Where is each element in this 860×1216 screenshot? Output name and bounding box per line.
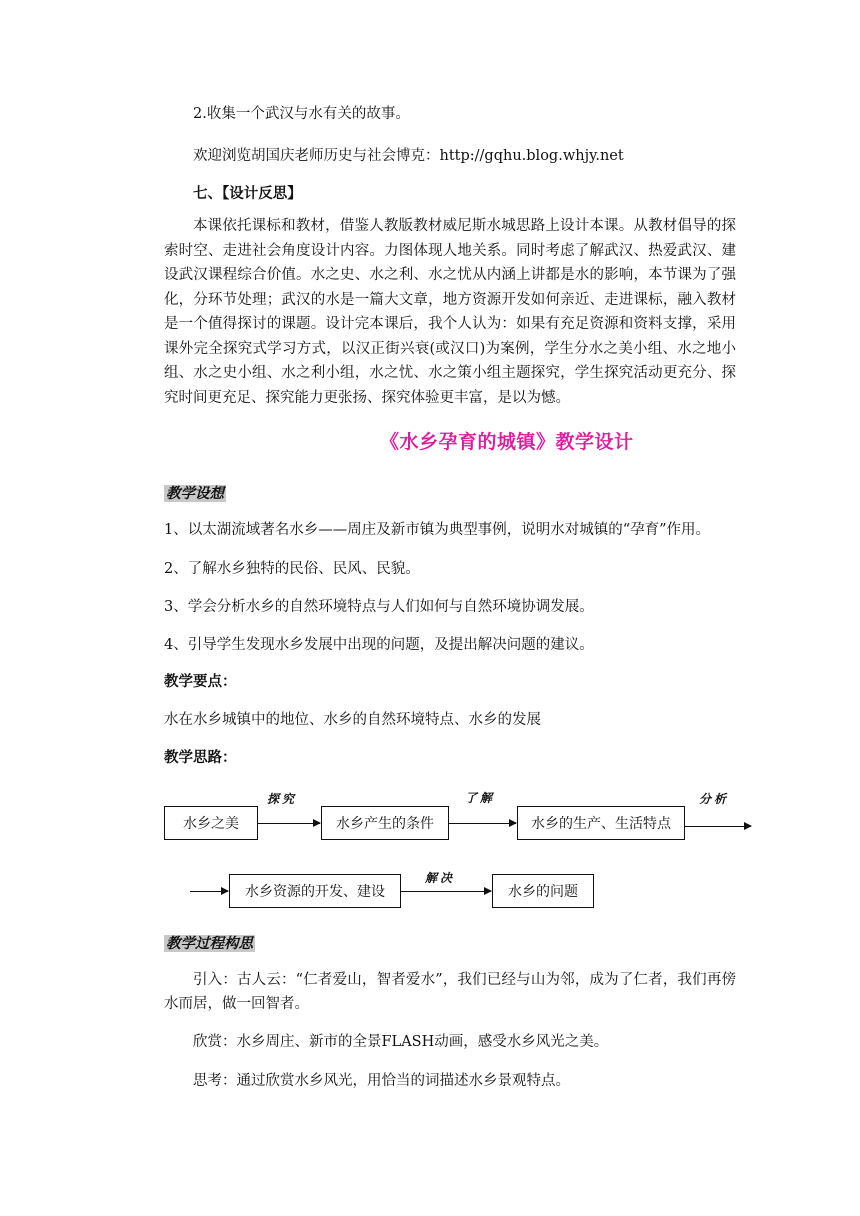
flow-arrow-1 (258, 823, 320, 824)
flow-box-problems: 水乡的问题 (492, 874, 594, 908)
flow-arrow-4 (190, 891, 228, 892)
appreciate-line: 欣赏：水乡周庄、新市的全景FLASH动画，感受水乡风光之美。 (193, 1034, 609, 1050)
flow-box-beauty: 水乡之美 (164, 806, 258, 840)
flow-box-conditions: 水乡产生的条件 (321, 806, 449, 840)
approach-heading: 教学思路： (164, 749, 237, 766)
idea-item-2: 2、了解水乡独特的民俗、民风、民貌。 (164, 561, 420, 577)
flow-box-development: 水乡资源的开发、建设 (229, 874, 401, 908)
flow-label-explore: 探究 (267, 792, 298, 806)
keypoints-text: 水在水乡城镇中的地位、水乡的自然环境特点、水乡的发展 (164, 712, 541, 728)
blog-line: 欢迎浏览胡国庆老师历史与社会博克：http://gqhu.blog.whjy.net (193, 148, 624, 164)
keypoints-heading: 教学要点： (164, 673, 237, 690)
document-title: 《水乡孕育的城镇》教学设计 (380, 431, 634, 453)
section-7-heading: 七、【设计反思】 (193, 185, 302, 202)
idea-item-3: 3、学会分析水乡的自然环境特点与人们如何与自然环境协调发展。 (164, 599, 594, 615)
idea-item-1: 1、以太湖流域著名水乡——周庄及新市镇为典型事例，说明水对城镇的“孕育”作用。 (164, 522, 711, 538)
teaching-idea-heading-text: 教学设想 (166, 485, 224, 502)
flow-label-understand: 了解 (465, 791, 496, 805)
think-line: 思考：通过欣赏水乡风光，用恰当的词描述水乡景观特点。 (193, 1073, 570, 1089)
idea-item-4: 4、引导学生发现水乡发展中出现的问题，及提出解决问题的建议。 (164, 637, 594, 653)
process-heading (164, 934, 734, 954)
teaching-idea-heading (164, 484, 734, 504)
design-reflection-paragraph: 本课依托课标和教材，借鉴人教版教材威尼斯水城思路上设计本课。从教材倡导的探索时空、走进社会角度设计内容。力图体现人地关系。同时考虑了解武汉、热爱武汉、建设武汉课程综合价值。水之史、水之利、水之忧从内涵上讲都是水的影响，本节课为了强化，分环节处理；武汉的水是一篇大文章，地方资源开发如何亲近、走进课标，融入教材是一个值得探讨的课题。设计完本课后，我个人认为：如果有充足资源和资料支撑，采用课外完全探究式学习方式，以汉正街兴衰(或汉口)为案例，学生分水之美小组、水之地小组、水之史小组、水之利小组，水之忧、水之策小组主题探究，学生探究活动更充分、探究时间更充足、探究能力更张扬、探究体验更丰富，是以为憾。 (164, 218, 736, 406)
flow-box-production-life: 水乡的生产、生活特点 (517, 806, 685, 840)
flow-label-solve: 解决 (425, 871, 456, 885)
process-heading-text: 教学过程构思 (166, 935, 253, 952)
flow-arrow-5 (401, 891, 491, 892)
flow-label-analyze: 分析 (699, 792, 730, 806)
flow-arrow-2 (449, 823, 516, 824)
item-2-collect-story: 2.收集一个武汉与水有关的故事。 (193, 106, 410, 122)
flow-arrow-3 (685, 826, 751, 827)
intro-paragraph: 引入：古人云：“仁者爱山，智者爱水”，我们已经与山为邻，成为了仁者，我们再傍水而居，做一回智者。 (164, 972, 736, 1012)
